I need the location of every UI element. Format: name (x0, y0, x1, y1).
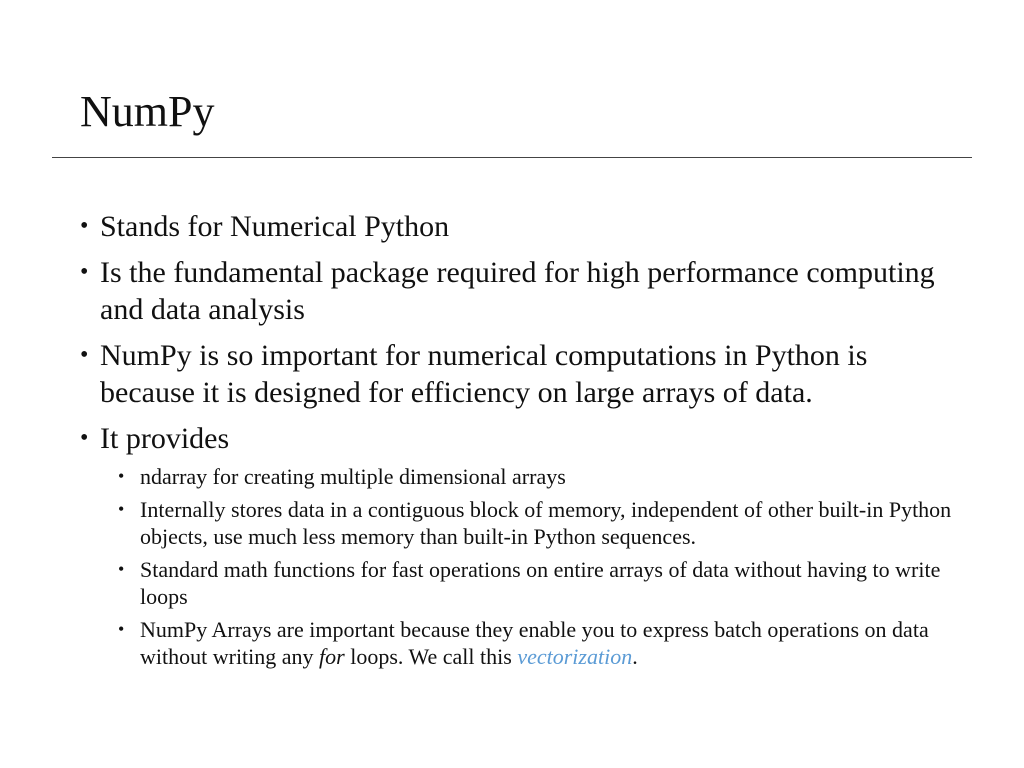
bullet-item (80, 420, 960, 671)
bullet-text: Stands for Numerical Python (100, 210, 450, 243)
bullet-dot-icon: • (80, 342, 89, 368)
sub-bullet-text: ndarray for creating multiple dimensional arrays (140, 464, 566, 489)
bullet-item (80, 254, 960, 328)
sub-bullet-item (118, 496, 960, 551)
bullet-dot-icon: • (80, 425, 89, 451)
bullet-text: Is the fundamental package required for high performance computing and data analysis (100, 256, 935, 326)
bullet-item (80, 208, 960, 245)
slide-body (80, 208, 960, 680)
bullet-dot-icon: • (118, 466, 125, 486)
sub-bullet-item (118, 463, 960, 491)
emphasis-for: for (319, 644, 345, 669)
sub-bullet-text (140, 617, 929, 670)
vectorization-link[interactable]: vectorization (517, 644, 633, 669)
bullet-text: NumPy is so important for numerical computations in Python is because it is designed for efficiency on large arrays of data. (100, 339, 868, 409)
sub-bullet-text-end: . (632, 644, 638, 669)
sub-bullet-list (118, 463, 960, 671)
title-divider (52, 157, 972, 158)
slide-title: NumPy (80, 87, 215, 136)
bullet-item (80, 337, 960, 411)
sub-bullet-text: Standard math functions for fast operations on entire arrays of data without having to write loops (140, 556, 941, 609)
sub-bullet-text-part: NumPy Arrays are important because they enable you to express batch operations on data without writing any (140, 616, 929, 669)
bullet-dot-icon: • (118, 498, 125, 519)
sub-bullet-text: Internally stores data in a contiguous block of memory, independent of other built-in Python objects, use much less memory than built-in Python sequences. (140, 496, 952, 549)
bullet-dot-icon: • (80, 213, 89, 239)
bullet-list (80, 208, 960, 671)
sub-bullet-item (118, 616, 960, 671)
bullet-dot-icon: • (80, 259, 89, 285)
bullet-dot-icon: • (118, 618, 125, 639)
sub-bullet-item (118, 556, 960, 611)
sub-bullet-text-part: loops. We call this (344, 644, 518, 669)
bullet-dot-icon: • (118, 558, 125, 579)
bullet-text: It provides (100, 422, 230, 455)
